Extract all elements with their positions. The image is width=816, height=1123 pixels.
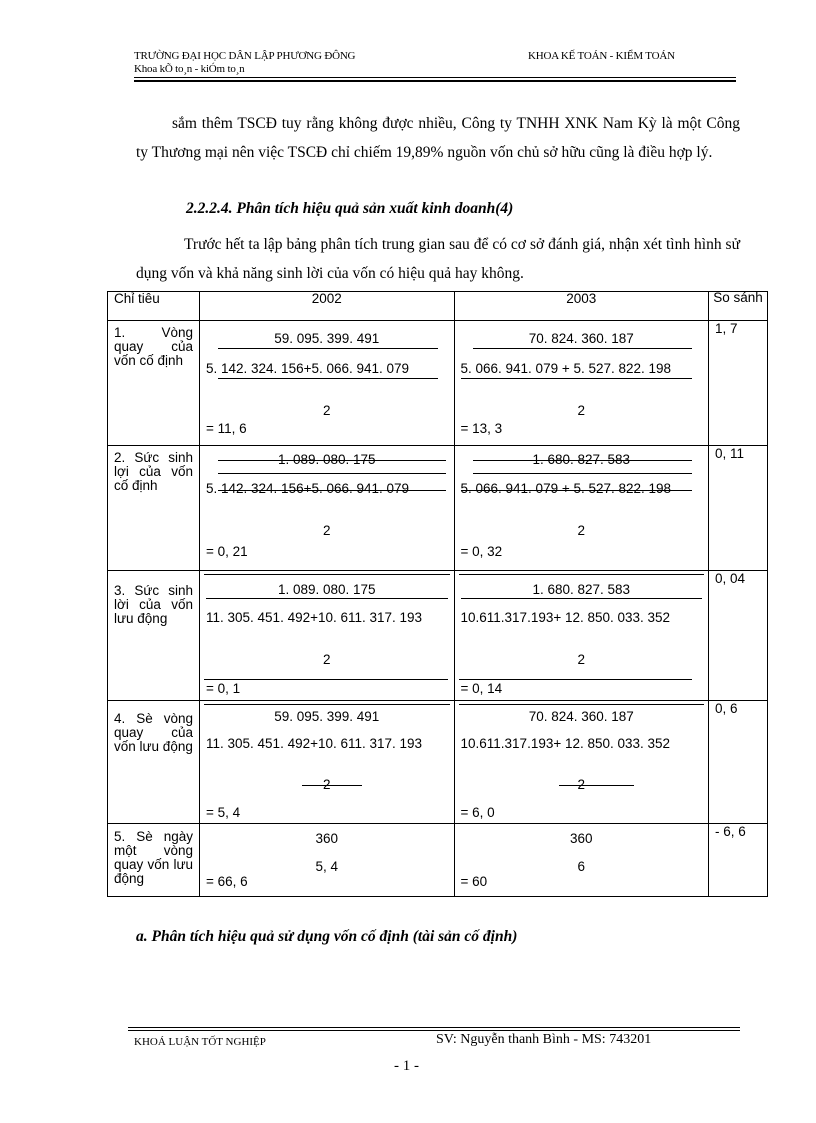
footer-rule [128,1027,740,1028]
table-row [108,824,768,897]
fraction-line [204,679,448,680]
strike-line [218,460,446,461]
top-line [204,704,450,705]
fraction-line [473,473,693,474]
faculty-short: Khoa kÕ to¸n - kiÓm to¸n [134,63,245,75]
divisor: 5, 4 [315,859,339,874]
footer-thesis: KHOÁ LUẬN TỐT NGHIỆP [134,1036,266,1048]
divisor: 2 [322,523,331,538]
fraction-line [206,598,448,599]
header-left [134,50,355,76]
top-line [459,704,705,705]
numerator: 360 [569,831,593,846]
footer-rule [128,1030,740,1031]
numerator: 70. 824. 360. 187 [528,709,634,724]
result: = 66, 6 [206,874,248,889]
result: = 11, 6 [206,421,247,436]
cell-2003 [454,571,709,701]
cell-2002 [200,824,455,897]
fraction-line [218,473,446,474]
numerator: 1. 680. 827. 583 [532,582,631,597]
strike-line [218,490,446,491]
table-row [108,321,768,446]
divisor: 2 [577,523,585,538]
compare-value: 0, 6 [709,701,768,824]
divisor: 6 [577,859,585,874]
cell-2002 [200,701,455,824]
denominator: 10.611.317.193+ 12. 850. 033. 352 [460,610,671,625]
row-name: 1. Vòng quay của vốn cố định [108,321,200,446]
numerator: 1. 089. 080. 175 [277,452,376,467]
cell-2002 [200,571,455,701]
numerator: 360 [315,831,339,846]
fraction-line [218,378,438,379]
denominator: 11. 305. 451. 492+10. 611. 317. 193 [206,736,423,751]
result: = 13, 3 [460,421,503,436]
header-indicator: Chỉ tiêu [108,292,200,321]
denominator: 10.611.317.193+ 12. 850. 033. 352 [460,736,671,751]
denominator: 5. 066. 941. 079 + 5. 527. 822. 198 [460,361,672,376]
denominator: 5. 142. 324. 156+5. 066. 941. 079 [206,481,410,496]
fraction-line [461,378,693,379]
strike-line [559,785,635,786]
header-compare: So sánh [709,292,768,321]
divisor: 2 [322,403,331,418]
cell-2003 [454,824,709,897]
fraction-line [459,679,693,680]
header-rule [134,77,736,78]
numerator: 1. 680. 827. 583 [532,452,631,467]
compare-value: 1, 7 [709,321,768,446]
divisor: 2 [577,403,585,418]
numerator: 70. 824. 360. 187 [528,331,634,346]
top-line [459,574,705,575]
row-name: 5. Sè ngày một vòng quay vốn lưu động [108,824,200,897]
table-row [108,446,768,571]
cell-2003 [454,701,709,824]
divisor: 2 [577,777,585,792]
paragraph-1: sắm thêm TSCĐ tuy rằng không được nhiều, Công ty TNHH XNK Nam Kỳ là một Công ty Thương mại nên việc TSCĐ chỉ chiếm 19,89% nguồn vốn chủ sở hữu cũng là điều hợp lý. [136,115,740,161]
divisor: 2 [322,652,331,667]
header-rule-thick [134,80,736,82]
table-row [108,571,768,701]
header-2003: 2003 [454,292,709,321]
denominator: 11. 305. 451. 492+10. 611. 317. 193 [206,610,423,625]
compare-value: 0, 04 [709,571,768,701]
cell-2002 [200,446,455,571]
cell-2002 [200,321,455,446]
result: = 0, 32 [460,544,503,559]
top-line [204,574,450,575]
table-row [108,701,768,824]
result: = 60 [460,874,488,889]
denominator: 5. 066. 941. 079 + 5. 527. 822. 198 [460,481,672,496]
analysis-table [107,291,768,897]
divisor: 2 [577,652,585,667]
compare-value: 0, 11 [709,446,768,571]
fraction-line [461,598,703,599]
row-name: 2. Sức sinh lợi của vốn cố định [108,446,200,571]
result: = 0, 21 [206,544,248,559]
numerator: 59. 095. 399. 491 [274,331,380,346]
section-heading: 2.2.2.4. Phân tích hiệu quả sản xuất kinh doanh(4) [186,200,514,217]
paragraph-2: Trước hết ta lập bảng phân tích trung gian sau để có cơ sở đánh giá, nhận xét tình hình sử dụng vốn và khả năng sinh lời của vốn có hiệu quả hay không. [136,236,740,282]
result: = 5, 4 [206,805,241,820]
subsection-heading: a. Phân tích hiệu quả sử dụng vốn cố định (tài sản cố định) [136,928,518,945]
strike-line [473,460,693,461]
numerator: 1. 089. 080. 175 [277,582,376,597]
result: = 0, 14 [460,681,503,696]
table-header-row [108,292,768,321]
numerator: 59. 095. 399. 491 [274,709,380,724]
page-number: - 1 - [394,1058,419,1074]
strike-line [461,490,693,491]
fraction-line [218,348,438,349]
cell-2003 [454,321,709,446]
header-2002: 2002 [200,292,455,321]
faculty-name: KHOA KẾ TOÁN - KIỂM TOÁN [528,50,675,62]
compare-value: - 6, 6 [709,824,768,897]
result: = 6, 0 [460,805,495,820]
cell-2003 [454,446,709,571]
divisor: 2 [322,777,331,792]
result: = 0, 1 [206,681,241,696]
university-name: TRƯỜNG ĐẠI HỌC DÂN LẬP PHƯƠNG ĐÔNG [134,50,356,62]
fraction-line [473,348,693,349]
strike-line [302,785,362,786]
row-name: 4. Sè vòng quay của vốn lưu động [108,701,200,824]
row-name: 3. Sức sinh lời của vốn lưu động [108,571,200,701]
denominator: 5. 142. 324. 156+5. 066. 941. 079 [206,361,410,376]
footer-student: SV: Nguyễn thanh Bình - MS: 743201 [436,1032,652,1047]
